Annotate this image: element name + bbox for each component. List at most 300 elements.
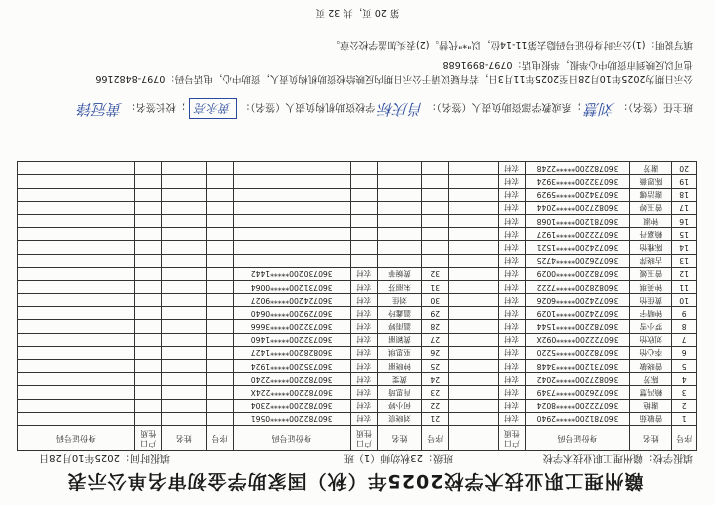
class-label: 班级：23秋幼师（1）班 bbox=[343, 452, 453, 463]
cell-no-3 bbox=[206, 386, 233, 399]
cell-id: 360726200*****4725 bbox=[525, 254, 630, 267]
cell-id: 360732200*****3924 bbox=[525, 175, 630, 188]
cell-id-3 bbox=[18, 201, 135, 214]
cell-hukou-3 bbox=[135, 254, 162, 267]
cell-name-2 bbox=[377, 254, 421, 267]
cell-id: 360731200*****3448 bbox=[525, 360, 630, 373]
cell-hukou: 农村 bbox=[498, 254, 525, 267]
cell-id-2 bbox=[233, 228, 350, 241]
cell-hukou-2: 农村 bbox=[350, 412, 377, 425]
principal-signature: 黄冠锋 bbox=[77, 100, 123, 118]
cell-no: 8 bbox=[672, 320, 697, 333]
cell-spacer bbox=[449, 228, 498, 241]
cell-hukou-2: 农村 bbox=[350, 346, 377, 359]
cell-hukou-3 bbox=[135, 188, 162, 201]
cell-id-2 bbox=[233, 201, 350, 214]
table-row bbox=[18, 346, 697, 359]
dept-signature: 肖庆标 bbox=[378, 100, 424, 118]
cell-id-2: 360735200*****1924 bbox=[233, 360, 350, 373]
cell-id: 360782200*****2248 bbox=[525, 162, 630, 175]
cell-id-3 bbox=[18, 280, 135, 293]
table-row bbox=[18, 162, 697, 175]
cell-hukou-3 bbox=[135, 201, 162, 214]
cell-id: 360724200*****1029 bbox=[525, 307, 630, 320]
cell-no: 7 bbox=[672, 333, 697, 346]
cell-no-2: 28 bbox=[422, 320, 449, 333]
header-hukou-bottom: 性质 bbox=[355, 429, 372, 438]
cell-id-2: 360732200*****1460 bbox=[233, 333, 350, 346]
cell-spacer bbox=[449, 373, 498, 386]
cell-no: 16 bbox=[672, 215, 697, 228]
cell-name-2: 刘晓宸 bbox=[377, 412, 421, 425]
cell-no-2 bbox=[422, 254, 449, 267]
cell-no-2: 27 bbox=[422, 333, 449, 346]
cell-id-3 bbox=[18, 399, 135, 412]
cell-name: 曾晓敏 bbox=[630, 360, 672, 373]
table-row bbox=[18, 188, 697, 201]
cell-hukou: 农村 bbox=[498, 333, 525, 346]
cell-hukou-2 bbox=[350, 254, 377, 267]
table-body bbox=[18, 162, 697, 426]
cell-name-2 bbox=[377, 201, 421, 214]
teacher-signature: 刘慧 bbox=[584, 100, 615, 118]
cell-no-2: 25 bbox=[422, 360, 449, 373]
cell-no: 11 bbox=[672, 280, 697, 293]
cell-no-2: 21 bbox=[422, 412, 449, 425]
cell-hukou-3 bbox=[135, 267, 162, 280]
cell-hukou-2 bbox=[350, 201, 377, 214]
cell-spacer bbox=[449, 412, 498, 425]
cell-id: 360734200*****5929 bbox=[525, 188, 630, 201]
cell-hukou-3 bbox=[135, 386, 162, 399]
cell-id-3 bbox=[18, 188, 135, 201]
cell-no: 20 bbox=[672, 162, 697, 175]
cell-id: 360828200*****7222 bbox=[525, 280, 630, 293]
cell-no: 1 bbox=[672, 412, 697, 425]
signature-label-principal: ；校长签名： bbox=[125, 101, 186, 112]
cell-id-2: 360729200*****0640 bbox=[233, 307, 350, 320]
cell-name-2: 巫思琪 bbox=[377, 346, 421, 359]
table-row bbox=[18, 399, 697, 412]
cell-no-3 bbox=[206, 228, 233, 241]
cell-no-3 bbox=[206, 360, 233, 373]
cell-name-3 bbox=[162, 201, 206, 214]
cell-name-3 bbox=[162, 280, 206, 293]
cell-hukou-3 bbox=[135, 228, 162, 241]
cell-no-3 bbox=[206, 320, 233, 333]
cell-name-2: 何小婷 bbox=[377, 399, 421, 412]
cell-spacer bbox=[449, 386, 498, 399]
cell-name: 谢芳 bbox=[630, 162, 672, 175]
cell-hukou-3 bbox=[135, 346, 162, 359]
table-row bbox=[18, 386, 697, 399]
cell-hukou: 农村 bbox=[498, 241, 525, 254]
cell-name-3 bbox=[162, 228, 206, 241]
cell-id-3 bbox=[18, 360, 135, 373]
cell-no-2: 22 bbox=[422, 399, 449, 412]
header-hukou-bottom: 性质 bbox=[140, 429, 157, 438]
cell-name-2: 黄雯 bbox=[377, 373, 421, 386]
table-row bbox=[18, 228, 697, 241]
signature-line bbox=[78, 98, 693, 120]
cell-id-3 bbox=[18, 215, 135, 228]
cell-name-3 bbox=[162, 267, 206, 280]
table-row bbox=[18, 267, 697, 280]
cell-hukou-3 bbox=[135, 280, 162, 293]
cell-no-2 bbox=[422, 215, 449, 228]
cell-no: 5 bbox=[672, 360, 697, 373]
cell-spacer bbox=[449, 162, 498, 175]
page-title: 赣州理工职业技术学校2025年（秋）国家助学金初审名单公示表 bbox=[66, 470, 644, 492]
page-footer: 第 20 页，共 32 页 bbox=[315, 7, 400, 18]
cell-id-2: 360731200*****0064 bbox=[233, 280, 350, 293]
cell-name: 陈恩薇 bbox=[630, 175, 672, 188]
table-row bbox=[18, 280, 697, 293]
cell-name: 钟淑 bbox=[630, 215, 672, 228]
cell-id: 360782200*****0029 bbox=[525, 267, 630, 280]
header-hukou-top: 户口 bbox=[355, 439, 372, 448]
header-no: 序号 bbox=[672, 426, 697, 451]
cell-hukou-3 bbox=[135, 241, 162, 254]
header-hukou bbox=[498, 426, 525, 451]
cell-id: 360827200*****2044 bbox=[525, 201, 630, 214]
cell-no: 13 bbox=[672, 254, 697, 267]
cell-hukou: 农村 bbox=[498, 386, 525, 399]
signature-label-teacher: 班主任（签名）： bbox=[618, 101, 693, 112]
cell-hukou: 农村 bbox=[498, 399, 525, 412]
cell-spacer bbox=[449, 175, 498, 188]
cell-hukou: 农村 bbox=[498, 188, 525, 201]
cell-hukou-2 bbox=[350, 215, 377, 228]
cell-hukou: 农村 bbox=[498, 280, 525, 293]
cell-name: 黄佳怡 bbox=[630, 294, 672, 307]
cell-id-3 bbox=[18, 307, 135, 320]
table-row bbox=[18, 241, 697, 254]
header-name-3: 姓名 bbox=[162, 426, 206, 451]
cell-hukou-3 bbox=[135, 360, 162, 373]
cell-id-2: 360724200*****9027 bbox=[233, 294, 350, 307]
cell-hukou-3 bbox=[135, 215, 162, 228]
header-spacer bbox=[449, 426, 498, 451]
cell-spacer bbox=[449, 307, 498, 320]
header-name: 姓名 bbox=[630, 426, 672, 451]
cell-name-3 bbox=[162, 241, 206, 254]
cell-name-3 bbox=[162, 360, 206, 373]
cell-name: 陈芳 bbox=[630, 373, 672, 386]
cell-hukou: 农村 bbox=[498, 360, 525, 373]
table-header-row bbox=[18, 426, 697, 451]
cell-hukou: 农村 bbox=[498, 412, 525, 425]
cell-name-2 bbox=[377, 228, 421, 241]
cell-name-3 bbox=[162, 386, 206, 399]
cell-hukou-3 bbox=[135, 162, 162, 175]
cell-hukou-2: 农村 bbox=[350, 320, 377, 333]
table-row bbox=[18, 333, 697, 346]
cell-name: 谢洁娜 bbox=[630, 188, 672, 201]
cell-spacer bbox=[449, 399, 498, 412]
cell-name-3 bbox=[162, 294, 206, 307]
date-label: 填报时间：2025年10月28日 bbox=[39, 452, 170, 463]
cell-spacer bbox=[449, 254, 498, 267]
cell-id-2 bbox=[233, 241, 350, 254]
cell-hukou-2: 农村 bbox=[350, 280, 377, 293]
cell-hukou-2: 农村 bbox=[350, 360, 377, 373]
cell-no: 3 bbox=[672, 386, 697, 399]
cell-hukou-2: 农村 bbox=[350, 267, 377, 280]
cell-id-2 bbox=[233, 215, 350, 228]
cell-name-3 bbox=[162, 320, 206, 333]
cell-id: 360782200*****1544 bbox=[525, 320, 630, 333]
notice-line-2: 也可以反映到市资助中心举报，举报电话：0797-8991688 bbox=[442, 59, 693, 70]
cell-name-2: 黄婉菲 bbox=[377, 267, 421, 280]
cell-no-3 bbox=[206, 188, 233, 201]
cell-hukou-3 bbox=[135, 175, 162, 188]
cell-id: 360724200*****6026 bbox=[525, 294, 630, 307]
fill-instructions: 填写说明：(1)公示时身份证号码隐去第11-14位，以"*"代替。(2)表头加盖学校公章。 bbox=[330, 39, 693, 50]
cell-spacer bbox=[449, 241, 498, 254]
table-row bbox=[18, 254, 697, 267]
cell-id-3 bbox=[18, 241, 135, 254]
cell-no-2: 30 bbox=[422, 294, 449, 307]
cell-name-3 bbox=[162, 215, 206, 228]
cell-no-2: 29 bbox=[422, 307, 449, 320]
cell-hukou-3 bbox=[135, 307, 162, 320]
cell-hukou-3 bbox=[135, 373, 162, 386]
cell-id-3 bbox=[18, 373, 135, 386]
cell-id: 360827200*****2042 bbox=[525, 373, 630, 386]
cell-hukou: 农村 bbox=[498, 373, 525, 386]
cell-spacer bbox=[449, 320, 498, 333]
cell-no: 4 bbox=[672, 373, 697, 386]
cell-no-3 bbox=[206, 412, 233, 425]
cell-no-3 bbox=[206, 201, 233, 214]
cell-hukou-2: 农村 bbox=[350, 399, 377, 412]
cell-no-3 bbox=[206, 241, 233, 254]
table-row bbox=[18, 175, 697, 188]
cell-hukou-2 bbox=[350, 228, 377, 241]
cell-name: 古晓萍 bbox=[630, 254, 672, 267]
cell-no-3 bbox=[206, 175, 233, 188]
cell-no-2: 23 bbox=[422, 386, 449, 399]
signature-label-dept: ；系或教学部资助负责人（签名）： bbox=[426, 101, 582, 112]
cell-no-3 bbox=[206, 267, 233, 280]
table-row bbox=[18, 201, 697, 214]
cell-name: 谢艳 bbox=[630, 399, 672, 412]
table-row bbox=[18, 373, 697, 386]
cell-no: 10 bbox=[672, 294, 697, 307]
cell-name-2 bbox=[377, 241, 421, 254]
cell-name: 曾敏茹 bbox=[630, 412, 672, 425]
table-row bbox=[18, 215, 697, 228]
notice-line-1: 公示日期为2025年10月28日至2025年11月3日，若有疑议请于公示日期内反映给校资助机构负责人，资助中心，电话号码：0797-8482166 bbox=[95, 73, 693, 84]
cell-no: 12 bbox=[672, 267, 697, 280]
header-id-3: 身份证号码 bbox=[18, 426, 135, 451]
cell-no-3 bbox=[206, 280, 233, 293]
cell-no-2: 24 bbox=[422, 373, 449, 386]
cell-no-3 bbox=[206, 215, 233, 228]
cell-no: 2 bbox=[672, 399, 697, 412]
school-label: 填报学校：赣州理工职业技术学校 bbox=[543, 452, 693, 463]
header-hukou-3 bbox=[135, 426, 162, 451]
cell-no-3 bbox=[206, 162, 233, 175]
cell-no-3 bbox=[206, 254, 233, 267]
cell-no-2 bbox=[422, 241, 449, 254]
cell-id-2 bbox=[233, 188, 350, 201]
header-no-2: 序号 bbox=[422, 426, 449, 451]
cell-name-2: 温雨婷 bbox=[377, 320, 421, 333]
cell-hukou-2: 农村 bbox=[350, 294, 377, 307]
cell-id: 360782200*****5220 bbox=[525, 346, 630, 359]
cell-no: 17 bbox=[672, 201, 697, 214]
cell-name: 钟美琪 bbox=[630, 280, 672, 293]
cell-name-3 bbox=[162, 333, 206, 346]
cell-id-2: 360782200*****2240 bbox=[233, 373, 350, 386]
cell-no-2 bbox=[422, 188, 449, 201]
cell-id-2 bbox=[233, 175, 350, 188]
cell-hukou-2: 农村 bbox=[350, 373, 377, 386]
cell-id: 360781200*****2940 bbox=[525, 412, 630, 425]
cell-hukou-2 bbox=[350, 175, 377, 188]
cell-hukou: 农村 bbox=[498, 320, 525, 333]
cell-no-2: 26 bbox=[422, 346, 449, 359]
header-hukou-top: 户口 bbox=[503, 439, 520, 448]
cell-spacer bbox=[449, 201, 498, 214]
cell-id-3 bbox=[18, 412, 135, 425]
cell-hukou: 农村 bbox=[498, 175, 525, 188]
cell-name: 刘欣怡 bbox=[630, 333, 672, 346]
cell-id: 360726200*****7349 bbox=[525, 386, 630, 399]
cell-spacer bbox=[449, 333, 498, 346]
signature-label-agency: 学校资助机构负责人（签名）： bbox=[240, 101, 376, 112]
cell-hukou-2 bbox=[350, 188, 377, 201]
cell-hukou-2 bbox=[350, 241, 377, 254]
cell-name-2: 温鑫玲 bbox=[377, 307, 421, 320]
header-id: 身份证号码 bbox=[525, 426, 630, 451]
cell-name-3 bbox=[162, 162, 206, 175]
cell-id-3 bbox=[18, 294, 135, 307]
cell-id-2 bbox=[233, 254, 350, 267]
applicant-table bbox=[17, 161, 697, 451]
cell-no-3 bbox=[206, 307, 233, 320]
table-row bbox=[18, 294, 697, 307]
cell-name-3 bbox=[162, 346, 206, 359]
cell-hukou-3 bbox=[135, 294, 162, 307]
cell-id-2: 360782200*****224X bbox=[233, 386, 350, 399]
cell-no-2 bbox=[422, 175, 449, 188]
cell-hukou-2 bbox=[350, 162, 377, 175]
table-row bbox=[18, 412, 697, 425]
cell-id: 360781200*****1068 bbox=[525, 215, 630, 228]
cell-no-3 bbox=[206, 346, 233, 359]
cell-no-3 bbox=[206, 333, 233, 346]
cell-name-3 bbox=[162, 412, 206, 425]
cell-hukou: 农村 bbox=[498, 346, 525, 359]
cell-no: 9 bbox=[672, 307, 697, 320]
cell-hukou-2: 农村 bbox=[350, 333, 377, 346]
cell-id-3 bbox=[18, 346, 135, 359]
cell-name-2 bbox=[377, 188, 421, 201]
cell-hukou-2: 农村 bbox=[350, 386, 377, 399]
cell-hukou: 农村 bbox=[498, 228, 525, 241]
cell-hukou-3 bbox=[135, 333, 162, 346]
cell-hukou: 农村 bbox=[498, 267, 525, 280]
cell-hukou: 农村 bbox=[498, 201, 525, 214]
cell-id: 360722200*****8024 bbox=[525, 399, 630, 412]
header-id-2: 身份证号码 bbox=[233, 426, 350, 451]
cell-no-2: 31 bbox=[422, 280, 449, 293]
cell-no: 14 bbox=[672, 241, 697, 254]
cell-name-2 bbox=[377, 215, 421, 228]
cell-hukou: 农村 bbox=[498, 215, 525, 228]
cell-name-2 bbox=[377, 175, 421, 188]
cell-hukou-3 bbox=[135, 399, 162, 412]
cell-name-3 bbox=[162, 307, 206, 320]
cell-hukou-3 bbox=[135, 320, 162, 333]
cell-id-3 bbox=[18, 320, 135, 333]
cell-name-2: 朱丽芬 bbox=[377, 280, 421, 293]
cell-name-3 bbox=[162, 254, 206, 267]
cell-id-3 bbox=[18, 254, 135, 267]
header-hukou-bottom: 性质 bbox=[503, 429, 520, 438]
cell-no: 6 bbox=[672, 346, 697, 359]
header-hukou-top: 户口 bbox=[140, 439, 157, 448]
cell-name-3 bbox=[162, 175, 206, 188]
cell-no-3 bbox=[206, 294, 233, 307]
cell-hukou-3 bbox=[135, 412, 162, 425]
cell-name: 陈雅怡 bbox=[630, 241, 672, 254]
cell-spacer bbox=[449, 294, 498, 307]
cell-no: 18 bbox=[672, 188, 697, 201]
cell-no: 15 bbox=[672, 228, 697, 241]
cell-name-2: 黄颖丽 bbox=[377, 333, 421, 346]
cell-id-3 bbox=[18, 333, 135, 346]
cell-name: 钟晴宇 bbox=[630, 307, 672, 320]
cell-id-2: 360730200*****1442 bbox=[233, 267, 350, 280]
cell-spacer bbox=[449, 360, 498, 373]
cell-id-3 bbox=[18, 228, 135, 241]
cell-name-2: 刘佳 bbox=[377, 294, 421, 307]
cell-no-2 bbox=[422, 228, 449, 241]
cell-name: 李心怡 bbox=[630, 346, 672, 359]
cell-name-3 bbox=[162, 399, 206, 412]
table-row bbox=[18, 320, 697, 333]
cell-hukou: 农村 bbox=[498, 294, 525, 307]
cell-no-2 bbox=[422, 162, 449, 175]
cell-no-3 bbox=[206, 373, 233, 386]
cell-name: 曾玉媛 bbox=[630, 267, 672, 280]
header-hukou-2 bbox=[350, 426, 377, 451]
cell-id-2: 360782200*****2304 bbox=[233, 399, 350, 412]
table-row bbox=[18, 307, 697, 320]
cell-name-2: 钟晓丽 bbox=[377, 360, 421, 373]
cell-name: 罗小雪 bbox=[630, 320, 672, 333]
cell-spacer bbox=[449, 346, 498, 359]
cell-id-2: 360782200*****0561 bbox=[233, 412, 350, 425]
cell-no-2 bbox=[422, 201, 449, 214]
cell-hukou-2: 农村 bbox=[350, 307, 377, 320]
cell-hukou: 农村 bbox=[498, 307, 525, 320]
header-no-3: 序号 bbox=[206, 426, 233, 451]
cell-name-2 bbox=[377, 162, 421, 175]
cell-name-3 bbox=[162, 373, 206, 386]
cell-name: 赖嘉丹 bbox=[630, 228, 672, 241]
cell-spacer bbox=[449, 280, 498, 293]
cell-no-3 bbox=[206, 399, 233, 412]
cell-spacer bbox=[449, 267, 498, 280]
cell-no-2: 32 bbox=[422, 267, 449, 280]
cell-id-2: 360828200*****1427 bbox=[233, 346, 350, 359]
table-row bbox=[18, 360, 697, 373]
